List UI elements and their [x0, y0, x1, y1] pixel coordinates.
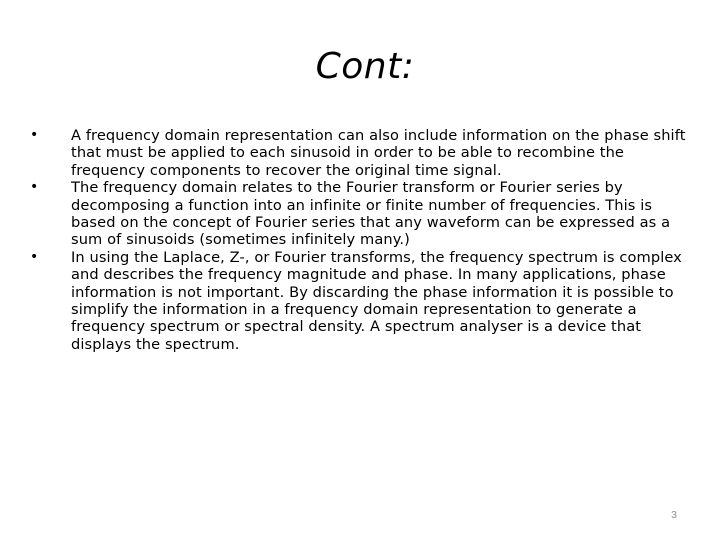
bullet-dot-icon: •: [30, 179, 39, 196]
bullet-dot-icon: •: [30, 248, 39, 265]
bullet-item: [27, 249, 687, 353]
bullet-text: In using the Laplace, Z-, or Fourier transforms, the frequency spectrum is complex and describes the frequency magnitude and phase. In many applications, phase information is not important. By discarding the phase information it is possible to simplify the information in a frequency domain representation to generate a frequency spectrum or spectral density. A spectrum analyser is a device that displays the spectrum.: [71, 248, 682, 353]
page-number: 3: [671, 509, 677, 521]
bullet-list: [27, 127, 687, 353]
slide-title: Cont:: [315, 46, 415, 87]
bullet-text: A frequency domain representation can also include information on the phase shift that must be applied to each sinusoid in order to be able to recombine the frequency components to recover the original time signal.: [71, 127, 686, 179]
bullet-text: The frequency domain relates to the Fourier transform or Fourier series by decomposing a function into an infinite or finite number of frequencies. This is based on the concept of Fourier series that any waveform can be expressed as a sum of sinusoids (sometimes infinitely many.): [71, 179, 671, 249]
bullet-item: [27, 127, 687, 179]
bullet-item: [27, 179, 687, 249]
bullet-dot-icon: •: [30, 127, 39, 143]
